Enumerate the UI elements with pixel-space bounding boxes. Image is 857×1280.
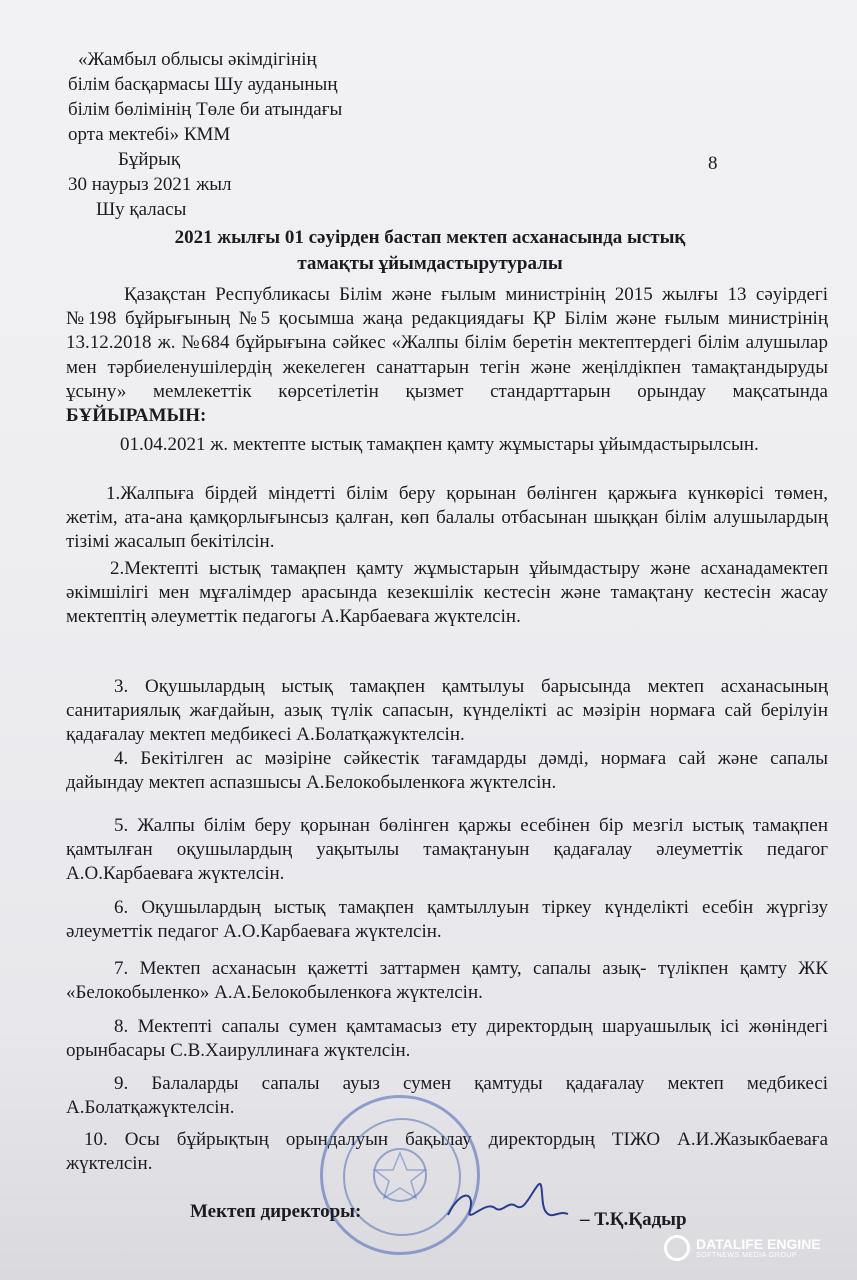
order-item-5: 5. Жалпы білім беру қорынан бөлінген қаржы есебінен бір мезгіл ыстық тамақпен қамтылған оқушылардың уақытылы тамақтануын қадағалау әлеуметтік педагог А.О.Карбаеваға жүктелсін. (66, 815, 828, 885)
order-item-9: 9. Балаларды сапалы ауыз сумен қамтуды қадағалау мектеп медбикесі А.Болатқажүктелсін. (66, 1073, 828, 1119)
order-item-4: 4. Бекітілген ас мәзіріне сәйкестік тағамдарды дәмді, нормаға сай және сапалы дайындау мектеп аспазшысы А.Белокобыленкоға жүктелсін. (66, 748, 828, 794)
org-name-line-2: білім басқармасы Шу ауданының (68, 74, 338, 95)
order-number: 8 (708, 153, 718, 174)
order-item-2: 2.Мектепті ыстық тамақпен қамту жұмыстарын ұйымдастыру және асханадамектеп әкімшілігі мен мұғалімдер арасында кезекшілік кестесін және тамақтану кестесін жасау мектептің әлеуметтік педагогы А.Карбаеваға жүктелсін. (66, 558, 828, 628)
signature-dash: – (580, 1209, 595, 1230)
org-name-line-3: білім бөлімінің Төле би атындағы (68, 99, 343, 120)
order-item-3: 3. Оқушылардың ыстық тамақпен қамтылуы барысында мектеп асханасының санитариялық жағдайын, азық түлік сапасын, күнделікті ас мәзірін нормаға сай берілуін қадағалау мектеп медбикесі А.Болатқажүктелсін. (66, 676, 828, 746)
signature-name: Т.Қ.Қадыр (594, 1209, 687, 1230)
intro-paragraph: 01.04.2021 ж. мектепте ыстық тамақпен қамту жұмыстары ұйымдастырылсын. (120, 434, 759, 455)
order-date: 30 наурыз 2021 жыл (68, 174, 232, 195)
watermark-logo (664, 1235, 821, 1261)
org-name-line-4: орта мектебі» КММ (68, 124, 231, 145)
preamble-paragraph (66, 283, 828, 428)
order-item-6: 6. Оқушылардың ыстық тамақпен қамтыллуын тіркеу күнделікті есебін жүргізу әлеуметтік педагог А.О.Карбаеваға жүктелсін. (66, 897, 828, 943)
order-item-8: 8. Мектепті сапалы сумен қамтамасыз ету директордың шаруашылық ісі жөніндегі орынбасары С.В.Хаируллинаға жүктелсін. (66, 1016, 828, 1062)
title-line-2: тамақты ұйымдастырутуралы (297, 253, 563, 274)
order-item-10: 10. Осы бұйрықтың орындалуын бақылау директордың ТІЖО А.И.Жазыкбаеваға жүктелсін. (66, 1129, 828, 1175)
org-name-line-1: «Жамбыл облысы әкімдігінің (78, 49, 317, 70)
order-label: Бұйрық (118, 149, 181, 170)
director-name (580, 1208, 687, 1232)
order-item-7: 7. Мектеп асханасын қажетті заттармен қамту, сапалы азық- түлікпен қамту ЖК «Белокобыленко» А.А.Белокобыленкоға жүктелсін. (66, 958, 828, 1004)
signature-role: Мектеп директоры: (190, 1201, 362, 1222)
handwritten-signature-icon (440, 1170, 580, 1240)
preamble-text: Қазақстан Республикасы Білім және ғылым министрінің 2015 жылғы 13 сәуірдегі №198 бұйрығының №5 қосымша жаңа редакциядағы ҚР Білім және ғылым министрінің 13.12.2018 ж. №684 бұйрығына сәйкес «Жалпы білім беретін мектептердегі білім алушылар мен тәрбиеленушілердің жекелеген санаттарын тегін және жеңілдікпен тамақтандыруды ұсыну» мемлекеттік көрсетілетін қызмет стандарттарын орындау мақсатында (66, 284, 828, 402)
watermark-text (696, 1237, 821, 1260)
title-line-1: 2021 жылғы 01 сәуірден бастап мектеп асханасында ыстық (174, 227, 686, 248)
order-item-1: 1.Жалпыға бірдей міндетті білім беру қорынан бөлінген қаржыға күнкөрісі төмен, жетім, ата-ана қамқорлығынсыз қалған, көп балалы отбасынан шыққан білім алушылардың тізімі жасалып бекітілсін. (66, 483, 828, 553)
watermark-brand: DATALIFE ENGINE (696, 1235, 821, 1252)
watermark-mark-icon (664, 1235, 690, 1261)
order-city: Шу қаласы (96, 199, 187, 220)
command-word: БҰЙЫРАМЫН: (66, 405, 207, 427)
watermark-sub: SOFTNEWS MEDIA GROUP (696, 1251, 798, 1259)
